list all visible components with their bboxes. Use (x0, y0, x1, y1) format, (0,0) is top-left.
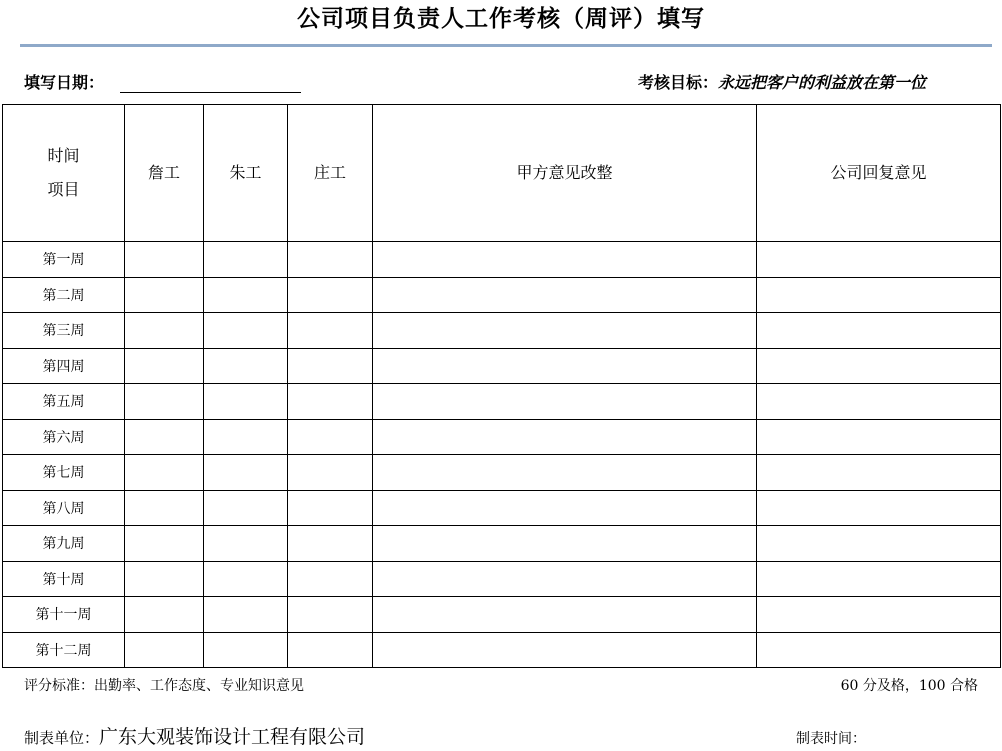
table-row (3, 348, 1001, 384)
cell-zhuang[interactable] (288, 561, 373, 597)
cell-zhuang[interactable] (288, 348, 373, 384)
made-time-label: 制表时间： (796, 731, 866, 747)
page-title: 公司项目负责人工作考核（周评）填写 (297, 6, 705, 32)
cell-zhuang[interactable] (288, 419, 373, 455)
cell-zhan[interactable] (125, 526, 204, 562)
week-label: 第一周 (3, 242, 125, 278)
cell-reply[interactable] (757, 242, 1001, 278)
table-row (3, 455, 1001, 491)
cell-party-a[interactable] (373, 490, 757, 526)
cell-zhan[interactable] (125, 313, 204, 349)
cell-party-a[interactable] (373, 242, 757, 278)
cell-party-a[interactable] (373, 277, 757, 313)
week-label: 第三周 (3, 313, 125, 349)
week-label: 第七周 (3, 455, 125, 491)
cell-zhu[interactable] (204, 348, 288, 384)
cell-zhu[interactable] (204, 561, 288, 597)
cell-party-a[interactable] (373, 419, 757, 455)
cell-zhuang[interactable] (288, 455, 373, 491)
cell-reply[interactable] (757, 597, 1001, 633)
maker (24, 725, 365, 750)
cell-zhu[interactable] (204, 313, 288, 349)
cell-reply[interactable] (757, 632, 1001, 668)
fill-date-label: 填写日期： (24, 73, 105, 92)
cell-zhu[interactable] (204, 490, 288, 526)
cell-party-a[interactable] (373, 561, 757, 597)
week-label: 第九周 (3, 526, 125, 562)
table-row (3, 561, 1001, 597)
week-label: 第十一周 (3, 597, 125, 633)
cell-party-a[interactable] (373, 348, 757, 384)
cell-party-a[interactable] (373, 313, 757, 349)
cell-reply[interactable] (757, 384, 1001, 420)
cell-party-a[interactable] (373, 384, 757, 420)
cell-zhan[interactable] (125, 632, 204, 668)
fill-date-blank[interactable] (120, 92, 301, 93)
week-label: 第二周 (3, 277, 125, 313)
table-row (3, 313, 1001, 349)
header-zhu: 朱工 (204, 105, 288, 242)
cell-party-a[interactable] (373, 632, 757, 668)
cell-zhan[interactable] (125, 597, 204, 633)
table-row (3, 384, 1001, 420)
goal (638, 72, 926, 94)
cell-zhu[interactable] (204, 632, 288, 668)
pass-standard: 60 分及格，100 合格 (840, 678, 978, 694)
week-label: 第六周 (3, 419, 125, 455)
header-zhuang: 庄工 (288, 105, 373, 242)
week-label: 第五周 (3, 384, 125, 420)
cell-reply[interactable] (757, 490, 1001, 526)
cell-zhuang[interactable] (288, 242, 373, 278)
cell-zhu[interactable] (204, 419, 288, 455)
cell-reply[interactable] (757, 348, 1001, 384)
cell-zhan[interactable] (125, 419, 204, 455)
cell-party-a[interactable] (373, 597, 757, 633)
cell-zhuang[interactable] (288, 526, 373, 562)
maker-label: 制表单位： (24, 729, 100, 747)
cell-party-a[interactable] (373, 526, 757, 562)
cell-reply[interactable] (757, 526, 1001, 562)
table-row (3, 277, 1001, 313)
cell-party-a[interactable] (373, 455, 757, 491)
cell-zhan[interactable] (125, 384, 204, 420)
cell-zhan[interactable] (125, 242, 204, 278)
cell-zhuang[interactable] (288, 277, 373, 313)
goal-text: 永远把客户的利益放在第一位 (717, 73, 926, 92)
header-corner-time: 时间 (47, 146, 80, 165)
title-divider (20, 44, 992, 47)
assessment-table (2, 104, 1001, 668)
cell-zhu[interactable] (204, 384, 288, 420)
cell-zhu[interactable] (204, 277, 288, 313)
cell-zhan[interactable] (125, 277, 204, 313)
header-party-a-feedback: 甲方意见改整 (373, 105, 757, 242)
cell-reply[interactable] (757, 561, 1001, 597)
cell-zhan[interactable] (125, 348, 204, 384)
cell-reply[interactable] (757, 455, 1001, 491)
cell-reply[interactable] (757, 419, 1001, 455)
cell-zhu[interactable] (204, 597, 288, 633)
cell-reply[interactable] (757, 313, 1001, 349)
table-row (3, 632, 1001, 668)
cell-zhu[interactable] (204, 455, 288, 491)
cell-zhu[interactable] (204, 526, 288, 562)
maker-name: 广东大观装饰设计工程有限公司 (99, 726, 366, 748)
cell-zhu[interactable] (204, 242, 288, 278)
week-label: 第四周 (3, 348, 125, 384)
week-label: 第八周 (3, 490, 125, 526)
cell-zhuang[interactable] (288, 384, 373, 420)
table-row (3, 419, 1001, 455)
header-corner (3, 105, 125, 242)
header-company-reply: 公司回复意见 (757, 105, 1001, 242)
cell-zhuang[interactable] (288, 490, 373, 526)
cell-zhuang[interactable] (288, 313, 373, 349)
table-header-row (3, 105, 1001, 242)
table-row (3, 490, 1001, 526)
cell-zhan[interactable] (125, 561, 204, 597)
table-row (3, 242, 1001, 278)
week-label: 第十二周 (3, 632, 125, 668)
cell-reply[interactable] (757, 277, 1001, 313)
goal-label: 考核目标： (637, 73, 718, 92)
cell-zhan[interactable] (125, 490, 204, 526)
header-zhan: 詹工 (125, 105, 204, 242)
scoring-criteria: 评分标准：出勤率、工作态度、专业知识意见 (24, 678, 304, 694)
table-row (3, 597, 1001, 633)
cell-zhuang[interactable] (288, 597, 373, 633)
week-label: 第十周 (3, 561, 125, 597)
cell-zhuang[interactable] (288, 632, 373, 668)
table-row (3, 526, 1001, 562)
header-corner-item: 项目 (47, 180, 80, 199)
cell-zhan[interactable] (125, 455, 204, 491)
